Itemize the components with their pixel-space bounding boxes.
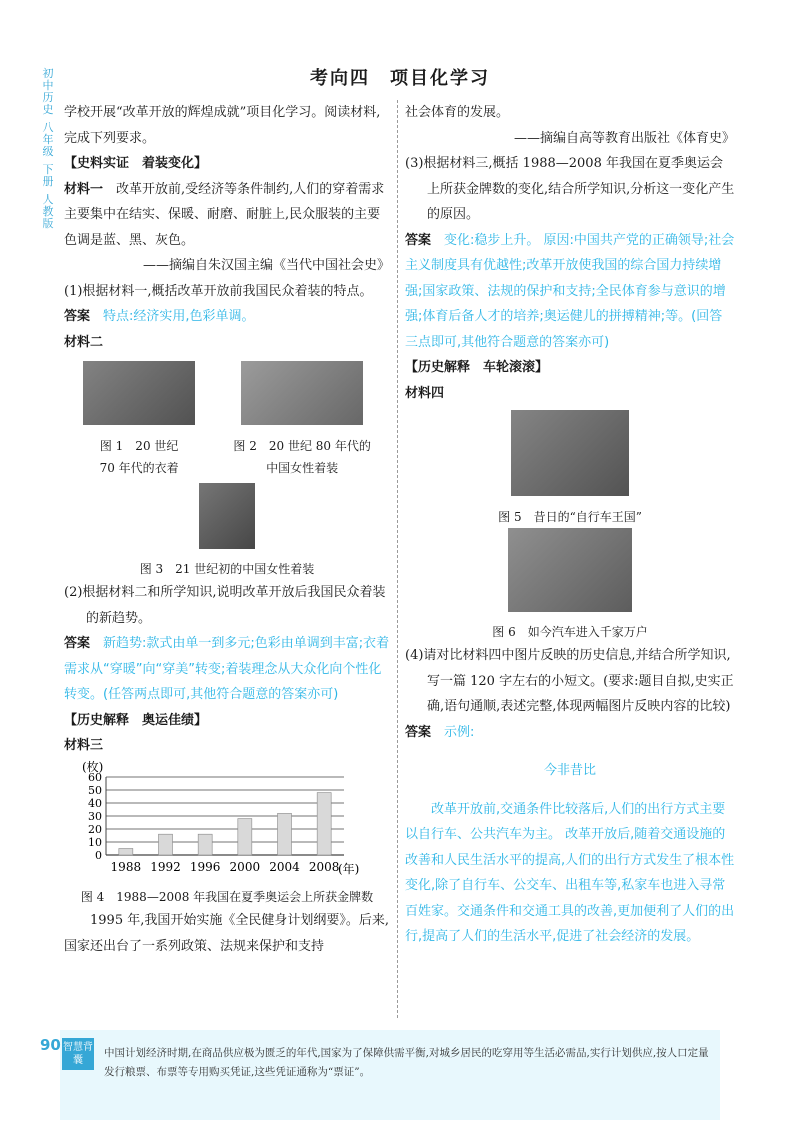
grade-label: 八年级: [42, 121, 54, 158]
figure-1: [83, 361, 195, 479]
photo-cars-traffic: [508, 528, 632, 612]
page-title: 考向四 项目化学习: [310, 68, 490, 89]
photo-1970s-clothing: [83, 361, 195, 425]
figure-6: [405, 528, 735, 644]
figure-2: [233, 361, 370, 479]
photo-1980s-women: [241, 361, 363, 425]
y-tick-label: 50: [88, 783, 102, 797]
wisdom-badge: 智慧背囊: [62, 1038, 94, 1070]
question-4: (4)请对比材料四中图片反映的历史信息,并结合所学知识,写一篇 120 字左右的小短文。(要求:题目自拟,史实正确,语句通顺,表述完整,体现两幅图片反映内容的比较): [405, 648, 734, 714]
material-one-text: 改革开放前,受经济等条件制约,人们的穿着需求主要集中在结实、保暖、耐磨、耐脏上,民众服装的主要色调是蓝、黑、灰色。: [64, 181, 385, 248]
y-tick-label: 10: [88, 835, 102, 849]
figure-4-caption: 图 4 1988—2008 年我国在夏季奥运会上所获金牌数: [80, 890, 374, 904]
question-2: (2)根据材料二和所学知识,说明改革开放后我国民众着装的新趋势。: [64, 585, 386, 626]
figure-5-caption: 图 5 昔日的“自行车王国”: [498, 509, 642, 524]
x-tick-label: 2000: [229, 859, 261, 874]
edition-label: 人教版: [42, 193, 54, 230]
x-tick-label: 1992: [150, 859, 181, 874]
x-tick-label: 2004: [269, 859, 300, 874]
essay-body: 改革开放前,交通条件比较落后,人们的出行方式主要以自行车、公共汽车为主。 改革开放后,随着交通设施的改善和人民生活水平的提高,人们的出行方式发生了根本性变化,除了自行车、公交车、出租车等,私家车也进入寻常百姓家。交通条件和交通工具的改善,更加便利了人们的出行,提高了人们的生活水平,促进了社会经济的发展。: [405, 801, 735, 944]
material-one-source: ——摘编自朱汉国主编《当代中国社会史》: [142, 258, 390, 273]
section-heading-clothing: 【史料实证 着装变化】: [64, 156, 208, 171]
subject-label: 初中历史: [42, 67, 54, 116]
gold-medal-chart: [64, 759, 364, 877]
photo-21st-century-women: [199, 483, 255, 549]
figure-1-caption-b: 70 年代的衣着: [99, 460, 179, 475]
question-1: (1)根据材料一,概括改革开放前我国民众着装的特点。: [64, 283, 373, 299]
answer-2: 新趋势:款式由单一到多元;色彩由单调到丰富;衣着需求从“穿暖”向“穿美”转变;着装理念从大众化向个性化转变。(任答两点即可,其他符合题意的答案亦可): [64, 636, 390, 702]
x-tick-label: 2008: [308, 859, 340, 874]
bar-2004: [278, 813, 292, 855]
x-tick-label: 1996: [189, 859, 221, 874]
figure-2-caption-a: 图 2 20 世纪 80 年代的: [233, 438, 371, 453]
bar-1988: [119, 848, 133, 855]
answer-label-3: 答案: [405, 232, 432, 248]
column-divider: [397, 100, 398, 1018]
bar-2000: [238, 818, 252, 854]
material-three-label: 材料三: [64, 738, 104, 753]
page-number: 90: [40, 1036, 61, 1054]
material-three-continued: 社会体育的发展。: [405, 105, 510, 120]
left-column: [64, 100, 390, 959]
chart-x-label: (年): [338, 861, 360, 876]
y-tick-label: 30: [88, 809, 102, 823]
bar-1996: [198, 834, 212, 855]
answer-4-lead: 示例:: [444, 724, 475, 740]
figure-5: [405, 410, 735, 528]
figure-6-caption: 图 6 如今汽车进入千家万户: [492, 625, 648, 639]
figure-1-caption-a: 图 1 20 世纪: [99, 438, 179, 453]
footer-tip: [40, 1030, 740, 1120]
material-one-label: 材料一: [64, 181, 104, 197]
y-tick-label: 60: [88, 770, 102, 784]
answer-label-2: 答案: [64, 636, 91, 651]
answer-3: 变化:稳步上升。 原因:中国共产党的正确领导;社会主义制度具有优越性;改革开放使我国的综合国力持续增强;国家政策、法规的保护和支持;全民体育参与意识的增强;体育后备人才的培养;奥运健儿的拼搏精神;等。(回答三点即可,其他符合题意的答案亦可): [405, 232, 735, 350]
y-tick-label: 20: [88, 822, 102, 836]
essay-title: 今非昔比: [543, 763, 596, 778]
y-tick-label: 40: [88, 796, 102, 810]
material-three-source: ——摘编自高等教育出版社《体育史》: [513, 130, 735, 146]
figure-3-caption: 图 3 21 世纪初的中国女性着装: [139, 562, 315, 576]
answer-label-4: 答案: [405, 724, 432, 740]
answer-label: 答案: [64, 309, 91, 324]
material-two-label: 材料二: [64, 334, 104, 350]
chart-y-label: (枚): [82, 759, 104, 774]
right-column: [405, 100, 735, 950]
sidebar-label: [40, 68, 56, 230]
footer-text: 中国计划经济时期,在商品供应极为匮乏的年代,国家为了保障供需平衡,对城乡居民的吃穿用等生活必需品,实行计划供应,按人口定量发行粮票、布票等专用购买凭证,这些凭证通称为“票证”。: [104, 1047, 709, 1078]
bar-1992: [159, 834, 173, 855]
bar-2008: [317, 792, 331, 854]
section-heading-vehicles: 【历史解释 车轮滚滚】: [405, 360, 549, 375]
figure-3: [64, 483, 390, 581]
material-three-text: 1995 年,我国开始实施《全民健身计划纲要》。后来,国家还出台了一系列政策、法规来保护和支持: [64, 913, 389, 954]
figure-2-caption-b: 中国女性着装: [266, 460, 339, 475]
material-four-label: 材料四: [405, 385, 445, 401]
photo-bicycle-kingdom: [511, 410, 629, 496]
x-tick-label: 1988: [110, 859, 142, 874]
section-heading-olympics: 【历史解释 奥运佳绩】: [64, 712, 208, 728]
y-tick-label: 0: [95, 848, 102, 862]
answer-1: 特点:经济实用,色彩单调。: [103, 309, 255, 324]
question-3: (3)根据材料三,概括 1988—2008 年我国在夏季奥运会上所获金牌数的变化,结合所学知识,分析这一变化产生的原因。: [405, 156, 735, 222]
intro-text: 学校开展“改革开放的辉煌成就”项目化学习。阅读材料,完成下列要求。: [64, 105, 381, 146]
volume-label: 下册: [42, 163, 54, 188]
